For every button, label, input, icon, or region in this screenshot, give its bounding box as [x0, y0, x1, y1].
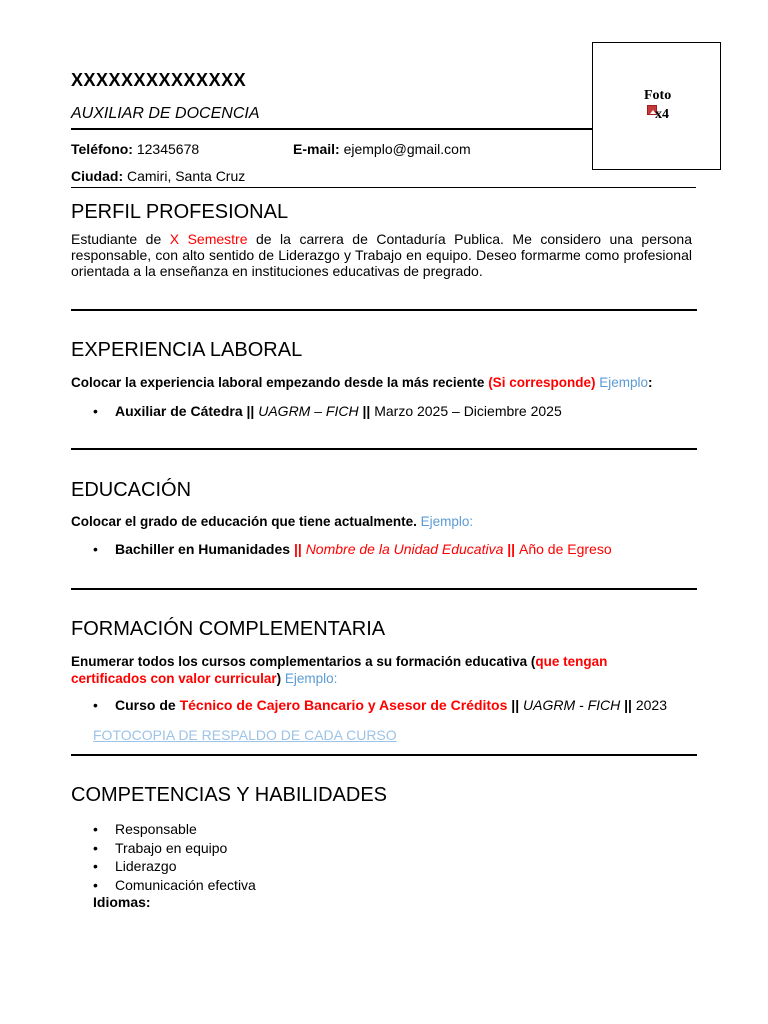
email-label: E-mail: [293, 141, 340, 157]
phone-label: Teléfono: [71, 141, 133, 157]
education-intro-text: Colocar el grado de educación que tiene actualmente. [71, 514, 421, 529]
training-course: Técnico de Cajero Bancario y Asesor de Créditos [179, 697, 508, 713]
training-intro [71, 653, 651, 687]
experience-intro [71, 374, 671, 391]
profile-divider [71, 309, 697, 311]
candidate-role: AUXILIAR DE DOCENCIA [71, 105, 260, 122]
languages-label: Idiomas: [93, 894, 151, 910]
profile-text-after: de la carrera de Contaduría Publica. Me considero una persona responsable, con alto sentido de Liderazgo y Trabajo en equipo. Deseo formarme como profesional orientada a la enseñanza en instituciones educativas de pregrado. [71, 231, 693, 279]
education-sep-1: || [290, 541, 306, 557]
profile-semester: X Semestre [169, 231, 248, 247]
education-item [115, 541, 612, 557]
experience-sep-2: || [358, 403, 375, 419]
experience-heading: EXPERIENCIA LABORAL [71, 339, 303, 361]
training-sep-2: || [620, 697, 636, 713]
training-sep-1: || [507, 697, 524, 713]
skill-item: • Trabajo en equipo [93, 839, 256, 858]
experience-position: Auxiliar de Cátedra [115, 403, 243, 419]
profile-heading: PERFIL PROFESIONAL [71, 201, 289, 223]
profile-text-before: Estudiante de [71, 231, 170, 247]
experience-intro-note: (Si corresponde) [488, 375, 596, 390]
profile-paragraph [71, 231, 692, 279]
email-value[interactable]: ejemplo@gmail.com [343, 141, 471, 157]
experience-institution: UAGRM – FICH [258, 403, 359, 419]
education-year: Año de Egreso [518, 541, 612, 557]
education-sep-2: || [503, 541, 519, 557]
education-intro [71, 513, 671, 530]
skill-item: • Liderazgo [93, 857, 256, 876]
training-item [115, 697, 667, 713]
education-heading: EDUCACIÓN [71, 479, 192, 501]
experience-period: Marzo 2025 – Diciembre 2025 [374, 403, 562, 419]
experience-intro-text: Colocar la experiencia laboral empezando desde la más reciente [71, 375, 489, 390]
training-bullet: • [93, 697, 98, 713]
support-documents-link[interactable]: FOTOCOPIA DE RESPALDO DE CADA CURSO [93, 727, 397, 743]
experience-bullet: • [93, 403, 98, 419]
education-degree: Bachiller en Humanidades [115, 541, 291, 557]
training-year: 2023 [635, 697, 668, 713]
skills-heading: COMPETENCIAS Y HABILIDADES [71, 784, 388, 806]
skill-item: • Comunicación efectiva [93, 876, 256, 895]
experience-item [115, 403, 562, 419]
city-line [71, 168, 245, 184]
training-institution: UAGRM - FICH [523, 697, 621, 713]
training-intro-note-2: certificados con valor curricular [71, 671, 277, 686]
photo-label: Foto [644, 88, 672, 103]
training-divider [71, 754, 697, 756]
skills-list [93, 820, 256, 894]
training-intro-part-1: Enumerar todos los cursos complementarios a su formación educativa ( [71, 654, 536, 669]
education-school: Nombre de la Unidad Educativa [305, 541, 504, 557]
skill-item: • Responsable [93, 820, 256, 839]
phone-line [71, 141, 199, 157]
education-example: Ejemplo: [420, 514, 474, 529]
photo-placeholder[interactable] [592, 42, 721, 170]
photo-size-suffix: x4 [655, 107, 669, 122]
training-intro-note-1: que tengan [535, 654, 608, 669]
candidate-name: XXXXXXXXXXXXXX [71, 70, 247, 90]
phone-value: 12345678 [136, 141, 200, 157]
email-line [293, 141, 471, 157]
contact-divider [71, 187, 696, 188]
city-label: Ciudad: [71, 168, 124, 184]
training-example: Ejemplo: [284, 671, 338, 686]
experience-divider [71, 448, 697, 450]
city-value: Camiri, Santa Cruz [127, 168, 246, 184]
experience-colon: : [648, 375, 653, 390]
education-bullet: • [93, 541, 98, 557]
training-intro-part-2: ) [276, 671, 282, 686]
experience-example: Ejemplo [599, 375, 649, 390]
training-heading: FORMACIÓN COMPLEMENTARIA [71, 618, 386, 640]
experience-sep-1: || [242, 403, 259, 419]
education-divider [71, 588, 697, 590]
header-divider [71, 128, 593, 130]
training-prefix: Curso de [115, 697, 180, 713]
